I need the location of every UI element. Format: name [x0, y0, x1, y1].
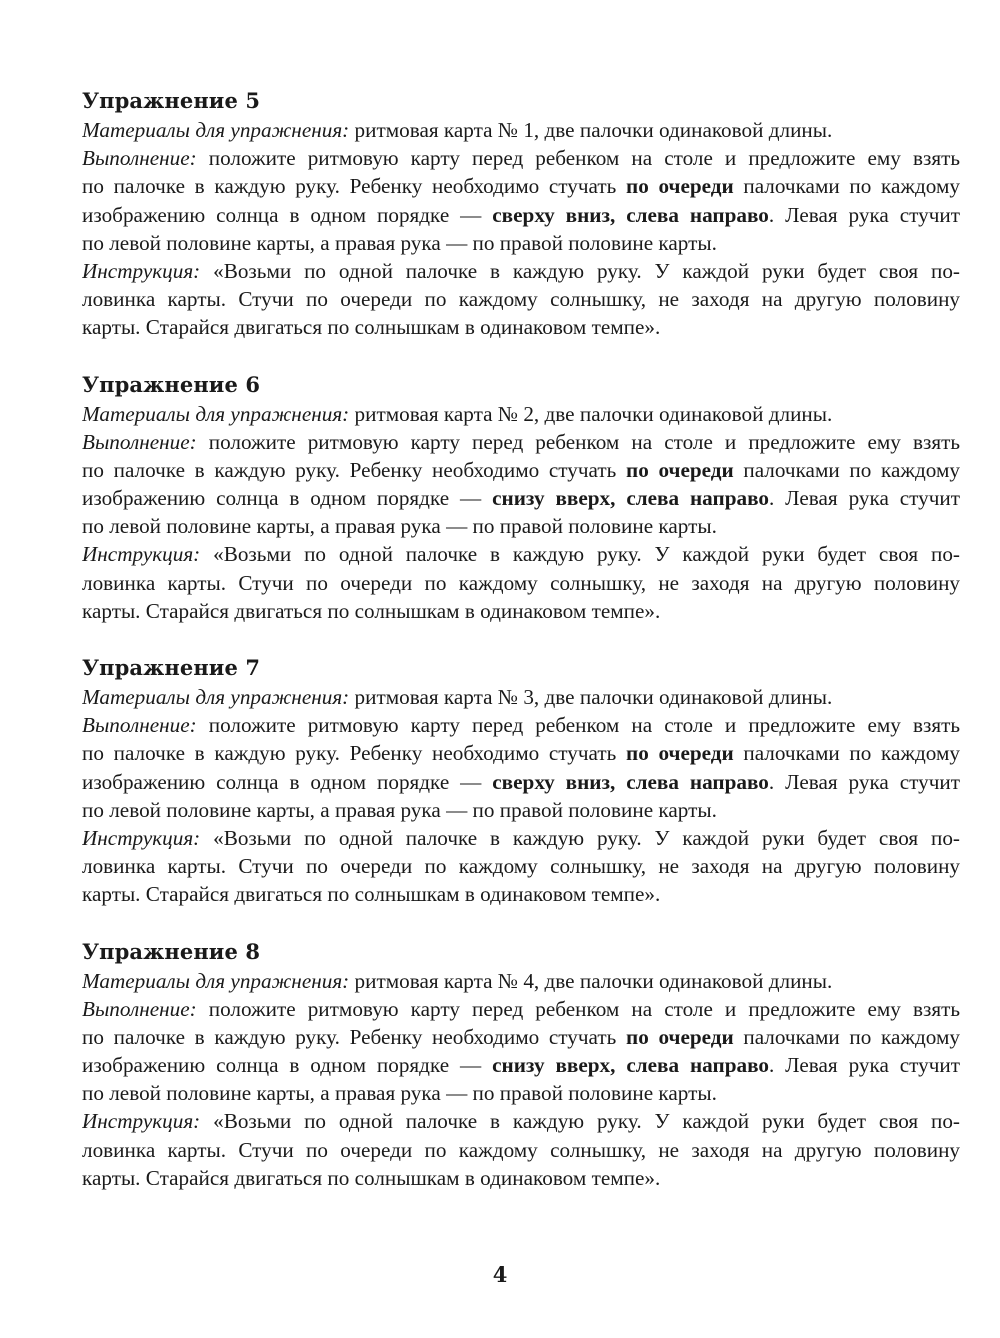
- section-gap: [82, 342, 960, 370]
- execution-line-3: [82, 768, 960, 796]
- instruction-line-1: [82, 1107, 960, 1135]
- instruction-label: Инструкция:: [82, 825, 201, 850]
- exercise-section: [82, 937, 960, 1193]
- materials-label: Материалы для упражнения:: [82, 685, 350, 709]
- instruction-line-1: [82, 257, 960, 285]
- page-number: 4: [492, 1262, 508, 1287]
- instruction-text: карты. Старайся двигаться по солнышкам в одинаковом темпе».: [82, 598, 661, 623]
- execution-text: . Левая рука стучит: [768, 486, 960, 511]
- exercise-list: [82, 86, 960, 1192]
- direction-horizontal: слева направо: [626, 486, 769, 511]
- execution-line-4: [82, 1079, 960, 1107]
- execution-text: положите ритмовую карту перед ребенком на столе и предложите ему взять: [196, 146, 960, 171]
- exercise-title: Упражнение 6: [82, 371, 261, 397]
- instruction-text: «Возьми по одной палочке в каждую руку. У каждой руки будет своя по-: [200, 825, 960, 850]
- instruction-line-3: [82, 313, 960, 341]
- materials-line: [82, 967, 960, 995]
- instruction-paragraph: [82, 540, 960, 625]
- instruction-text: «Возьми по одной палочке в каждую руку. У каждой руки будет своя по-: [200, 258, 960, 283]
- materials-paragraph: [82, 116, 960, 144]
- execution-line-4: [82, 229, 960, 257]
- instruction-line-2: [82, 285, 960, 313]
- execution-line-1: [82, 428, 960, 456]
- execution-text: палочками по каждому: [733, 174, 960, 199]
- exercise-title: Упражнение 5: [82, 88, 261, 113]
- execution-text: положите ритмовую карту перед ребенком на столе и предложите ему взять: [196, 429, 960, 454]
- instruction-text: ловинка карты. Стучи по очереди по каждому солнышку, не заходя на другую половину: [82, 854, 960, 879]
- materials-label: Материалы для упражнения:: [82, 968, 350, 993]
- instruction-line-3: [82, 597, 960, 625]
- instruction-text: ловинка карты. Стучи по очереди по каждому солнышку, не заходя на другую половину: [82, 570, 960, 595]
- comma: ,: [610, 202, 627, 227]
- execution-text: положите ритмовую карту перед ребенком на столе и предложите ему взять: [196, 996, 960, 1021]
- section-gap: [82, 909, 960, 937]
- execution-line-1: [82, 995, 960, 1023]
- materials-text: ритмовая карта № 1, две палочки одинаковой длины.: [349, 118, 833, 142]
- direction-vertical: снизу вверх: [492, 486, 611, 511]
- execution-label: Выполнение:: [82, 713, 197, 738]
- materials-text: ритмовая карта № 2, две палочки одинаковой длины.: [349, 401, 833, 426]
- instruction-line-2: [82, 1136, 960, 1164]
- section-gap: [82, 625, 960, 653]
- execution-line-1: [82, 144, 960, 172]
- instruction-text: карты. Старайся двигаться по солнышкам в одинаковом темпе».: [82, 1165, 661, 1190]
- materials-line: [82, 683, 960, 711]
- comma: ,: [610, 1053, 627, 1078]
- instruction-label: Инструкция:: [82, 1109, 201, 1134]
- instruction-line-2: [82, 852, 960, 880]
- execution-paragraph: [82, 711, 960, 824]
- instruction-text: ловинка карты. Стучи по очереди по каждому солнышку, не заходя на другую половину: [82, 1137, 960, 1162]
- instruction-paragraph: [82, 1107, 960, 1192]
- execution-text: по палочке в каждую руку. Ребенку необходимо стучать: [82, 174, 626, 199]
- materials-label: Материалы для упражнения:: [82, 401, 350, 426]
- exercise-section: [82, 653, 960, 937]
- execution-text: по палочке в каждую руку. Ребенку необходимо стучать: [82, 457, 626, 482]
- execution-label: Выполнение:: [82, 429, 197, 454]
- execution-label: Выполнение:: [82, 996, 197, 1021]
- execution-line-2: [82, 739, 960, 767]
- instruction-paragraph: [82, 257, 960, 342]
- emphasis-text: по очереди: [625, 741, 734, 766]
- execution-paragraph: [82, 144, 960, 257]
- emphasis-text: по очереди: [625, 457, 734, 482]
- execution-text: по палочке в каждую руку. Ребенку необходимо стучать: [82, 741, 626, 766]
- direction-horizontal: слева направо: [626, 1053, 769, 1078]
- exercise-section: [82, 370, 960, 654]
- materials-line: [82, 116, 960, 144]
- execution-text: изображению солнца в одном порядке —: [82, 486, 493, 511]
- execution-label: Выполнение:: [82, 146, 197, 171]
- execution-line-4: [82, 796, 960, 824]
- execution-text: изображению солнца в одном порядке —: [82, 202, 493, 227]
- instruction-label: Инструкция:: [82, 258, 201, 283]
- execution-text: . Левая рука стучит: [768, 1053, 960, 1078]
- instruction-line-1: [82, 824, 960, 852]
- execution-text: . Левая рука стучит: [768, 769, 960, 794]
- execution-paragraph: [82, 995, 960, 1108]
- instruction-text: ловинка карты. Стучи по очереди по каждому солнышку, не заходя на другую половину: [82, 287, 960, 312]
- execution-line-2: [82, 172, 960, 200]
- execution-line-2: [82, 1023, 960, 1051]
- instruction-label: Инструкция:: [82, 542, 201, 567]
- comma: ,: [610, 486, 627, 511]
- materials-paragraph: [82, 967, 960, 995]
- execution-text: . Левая рука стучит: [768, 202, 960, 227]
- execution-text: изображению солнца в одном порядке —: [82, 1053, 493, 1078]
- execution-line-4: [82, 512, 960, 540]
- materials-line: [82, 400, 960, 428]
- execution-text: по левой половине карты, а правая рука — по правой половине карты.: [82, 514, 717, 539]
- instruction-text: «Возьми по одной палочке в каждую руку. У каждой руки будет своя по-: [200, 542, 960, 567]
- instruction-line-3: [82, 1164, 960, 1192]
- execution-line-1: [82, 711, 960, 739]
- direction-vertical: сверху вниз: [492, 769, 610, 794]
- execution-text: изображению солнца в одном порядке —: [82, 769, 493, 794]
- instruction-line-3: [82, 880, 960, 908]
- materials-text: ритмовая карта № 3, две палочки одинаковой длины.: [349, 685, 833, 709]
- instruction-text: карты. Старайся двигаться по солнышкам в одинаковом темпе».: [82, 882, 661, 907]
- document-page: [82, 86, 960, 1192]
- execution-line-3: [82, 201, 960, 229]
- materials-paragraph: [82, 683, 960, 711]
- exercise-section: [82, 86, 960, 370]
- materials-label: Материалы для упражнения:: [82, 118, 350, 142]
- execution-line-2: [82, 456, 960, 484]
- execution-text: палочками по каждому: [733, 457, 960, 482]
- execution-text: по палочке в каждую руку. Ребенку необходимо стучать: [82, 1024, 626, 1049]
- execution-line-3: [82, 1051, 960, 1079]
- execution-text: палочками по каждому: [733, 1024, 960, 1049]
- execution-text: палочками по каждому: [733, 741, 960, 766]
- instruction-text: «Возьми по одной палочке в каждую руку. У каждой руки будет своя по-: [200, 1109, 960, 1134]
- emphasis-text: по очереди: [625, 1024, 734, 1049]
- direction-vertical: сверху вниз: [492, 202, 610, 227]
- direction-vertical: снизу вверх: [492, 1053, 611, 1078]
- execution-text: по левой половине карты, а правая рука — по правой половине карты.: [82, 797, 717, 822]
- exercise-title: Упражнение 7: [82, 655, 261, 680]
- execution-text: положите ритмовую карту перед ребенком на столе и предложите ему взять: [196, 713, 960, 738]
- materials-paragraph: [82, 400, 960, 428]
- direction-horizontal: слева направо: [626, 202, 769, 227]
- execution-text: по левой половине карты, а правая рука — по правой половине карты.: [82, 1081, 717, 1106]
- instruction-line-2: [82, 569, 960, 597]
- execution-line-3: [82, 484, 960, 512]
- comma: ,: [610, 769, 627, 794]
- exercise-title: Упражнение 8: [82, 938, 261, 964]
- instruction-text: карты. Старайся двигаться по солнышкам в одинаковом темпе».: [82, 315, 661, 340]
- instruction-paragraph: [82, 824, 960, 909]
- execution-paragraph: [82, 428, 960, 541]
- instruction-line-1: [82, 540, 960, 568]
- emphasis-text: по очереди: [625, 174, 734, 199]
- execution-text: по левой половине карты, а правая рука — по правой половине карты.: [82, 230, 717, 255]
- materials-text: ритмовая карта № 4, две палочки одинаковой длины.: [349, 968, 833, 993]
- direction-horizontal: слева направо: [626, 769, 769, 794]
